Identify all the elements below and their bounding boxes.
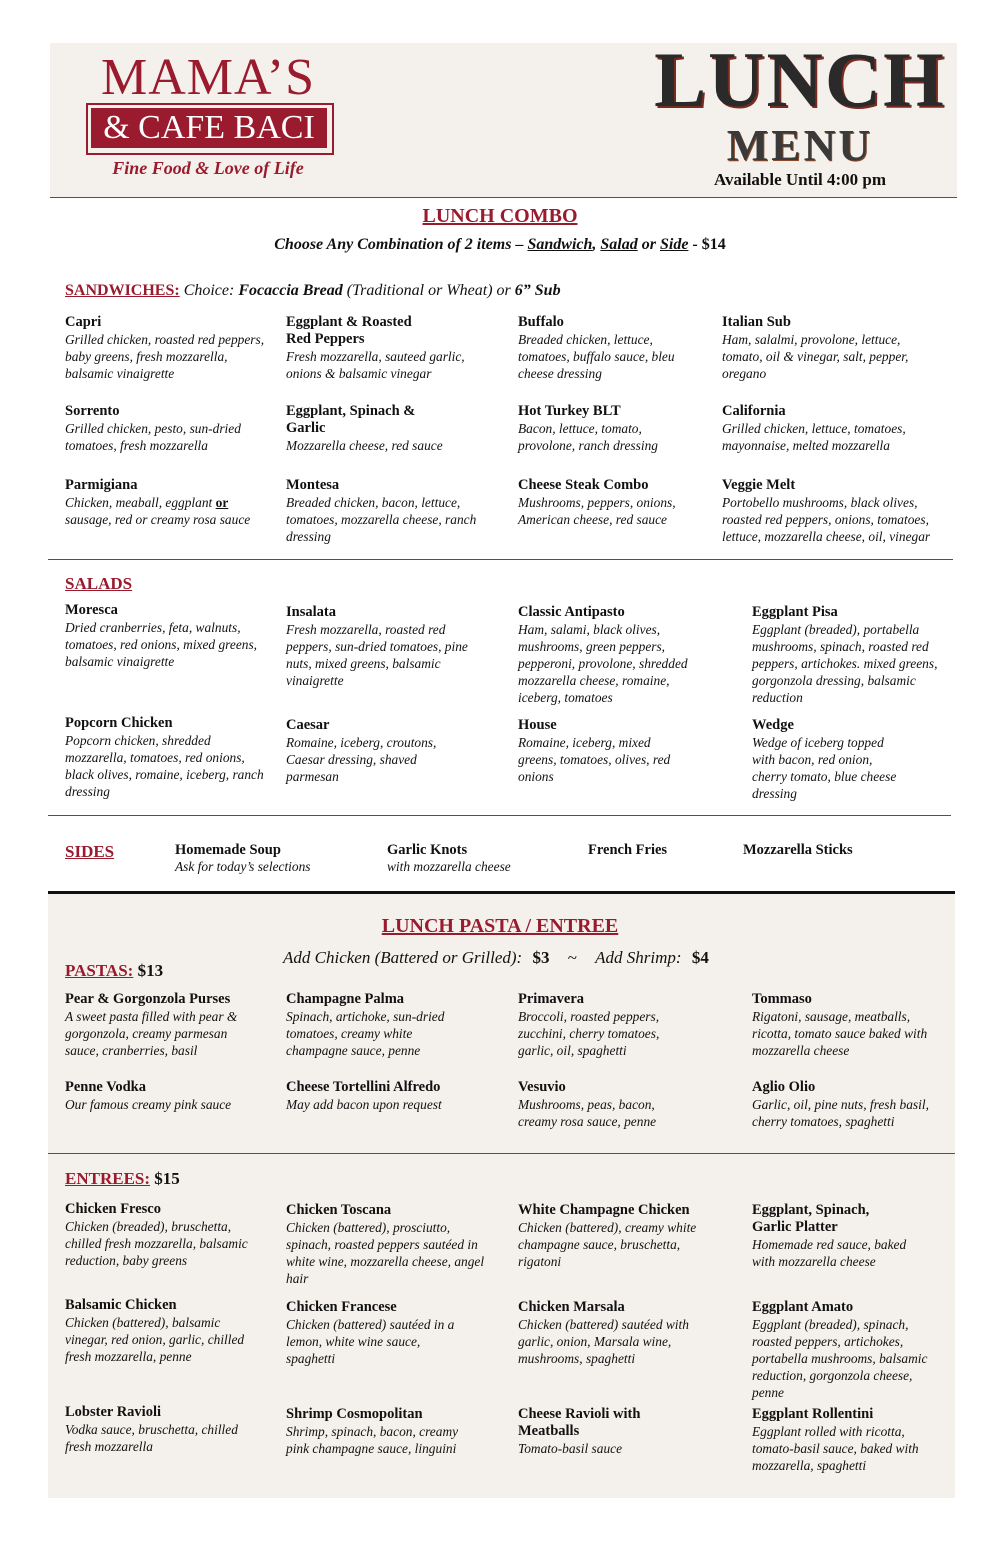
pastas-label: PASTAS: [65, 961, 134, 980]
sandwiches-heading [65, 282, 561, 300]
add-chicken-label: Add Chicken (Battered or Grilled): [283, 948, 523, 967]
sandwiches-bread: Focaccia Bread [238, 282, 343, 299]
item-desc: A sweet pasta filled with pear & gorgonzola, creamy parmesan sauce, cranberries, basil [65, 1009, 238, 1058]
item-desc: Our famous creamy pink sauce [65, 1097, 232, 1112]
combo-comma: , [592, 236, 597, 253]
item-desc: Popcorn chicken, shredded mozzarella, tomatoes, red onions, black olives, romaine, iceberg, ranch dressing [65, 733, 264, 799]
item-desc: Portobello mushrooms, black olives, roasted red peppers, onions, tomatoes, lettuce, mozzarella cheese, oil, vinegar [722, 495, 931, 544]
menu-item [65, 715, 265, 800]
item-name: California [722, 403, 786, 419]
item-name: Chicken Marsala [518, 1299, 625, 1315]
add-ons-line [283, 948, 709, 968]
combo-or: or [641, 236, 656, 253]
item-desc: Grilled chicken, roasted red peppers, baby greens, fresh mozzarella, balsamic vinaigrette [65, 332, 265, 381]
item-desc: Romaine, iceberg, mixed greens, tomatoes, olives, red onions [518, 735, 671, 784]
item-name: Cheese Steak Combo [518, 477, 649, 493]
item-name: Classic Antipasto [518, 604, 625, 620]
item-desc: Rigatoni, sausage, meatballs, ricotta, tomato sauce baked with mozzarella cheese [752, 1009, 928, 1058]
pastas-heading [65, 961, 163, 981]
item-name: Capri [65, 314, 102, 330]
menu-item [722, 477, 950, 545]
logo-title: MAMA’S [100, 49, 316, 106]
item-name: Pear & Gorgonzola Purses [65, 991, 231, 1007]
pasta-entree-title: LUNCH PASTA / ENTREE [381, 915, 619, 937]
menu-item [286, 1079, 486, 1113]
item-name: Veggie Melt [722, 477, 796, 493]
menu-title-menu: MENU [726, 121, 874, 170]
item-desc: Grilled chicken, lettuce, tomatoes, mayonnaise, melted mozzarella [722, 421, 906, 453]
menu-item [752, 1202, 927, 1270]
item-name: Eggplant Pisa [752, 604, 838, 620]
item-desc: Chicken (battered), creamy white champagne sauce, bruschetta, rigatoni [518, 1220, 697, 1269]
item-desc: Romaine, iceberg, croutons, Caesar dressing, shaved parmesan [286, 735, 437, 784]
menu-item [65, 602, 260, 670]
menu-item [286, 477, 481, 545]
combo-line [0, 236, 1000, 254]
item-desc: Grilled chicken, pesto, sun-dried tomatoes, fresh mozzarella [65, 421, 241, 453]
menu-item [286, 604, 486, 689]
menu-item [518, 991, 678, 1059]
menu-item [65, 314, 270, 382]
item-desc: Bacon, lettuce, tomato, provolone, ranch dressing [518, 421, 658, 453]
menu-item [65, 1201, 265, 1269]
menu-item [752, 991, 932, 1059]
item-desc: Chicken (battered) sautéed with garlic, onion, Marsala wine, mushrooms, spaghetti [518, 1317, 689, 1366]
item-desc: May add bacon upon request [286, 1097, 442, 1112]
side-item-desc: Ask for today’s selections [175, 859, 311, 874]
item-desc: Chicken (battered), balsamic vinegar, red onion, garlic, chilled fresh mozzarella, penne [65, 1315, 245, 1364]
logo-subtitle: & CAFE BACI [91, 108, 327, 148]
item-name: Insalata [286, 604, 336, 620]
item-desc: Broccoli, roasted peppers, zucchini, cherry tomatoes, garlic, oil, spaghetti [518, 1009, 660, 1058]
item-name: Moresca [65, 602, 118, 618]
logo-tagline: Fine Food & Love of Life [112, 158, 304, 178]
item-name: Wedge [752, 717, 794, 733]
combo-price: - $14 [692, 236, 726, 253]
item-desc: Dried cranberries, feta, walnuts, tomatoes, red onions, mixed greens, balsamic vinaigrette [65, 620, 258, 669]
menu-item [752, 1079, 947, 1130]
menu-item [518, 1406, 678, 1457]
entrees-label: ENTREES: [65, 1169, 151, 1188]
item-desc: Vodka sauce, bruschetta, chilled fresh mozzarella [65, 1422, 238, 1454]
combo-title: LUNCH COMBO [422, 205, 578, 227]
item-name: Shrimp Cosmopolitan [286, 1406, 423, 1422]
item-name: Popcorn Chicken [65, 715, 173, 731]
menu-item [286, 1202, 486, 1287]
menu-item [752, 604, 942, 706]
menu-item [65, 1079, 265, 1113]
item-desc: Garlic, oil, pine nuts, fresh basil, cherry tomatoes, spaghetti [752, 1097, 929, 1129]
item-name: Chicken Toscana [286, 1202, 392, 1218]
item-desc: Chicken (battered) sautéed in a lemon, white wine sauce, spaghetti [286, 1317, 455, 1366]
menu-item [286, 717, 461, 785]
pastas-price: $13 [137, 961, 164, 980]
item-desc: Fresh mozzarella, roasted red peppers, sun-dried tomatoes, pine nuts, mixed greens, balsamic vinaigrette [286, 622, 468, 688]
menu-item [286, 403, 491, 454]
sandwiches-bread-note: (Traditional or Wheat) or [346, 282, 511, 299]
menu-item [518, 1079, 678, 1130]
item-name: Caesar [286, 717, 330, 733]
menu-item [518, 1202, 708, 1270]
side-item-name: Garlic Knots [387, 842, 468, 858]
item-desc: Tomato-basil sauce [518, 1441, 623, 1456]
item-desc: Spinach, artichoke, sun-dried tomatoes, creamy white champagne sauce, penne [286, 1009, 445, 1058]
item-name: Italian Sub [722, 314, 791, 330]
menu-item [65, 1404, 255, 1455]
item-desc: Mushrooms, peppers, onions, American cheese, red sauce [518, 495, 676, 527]
sides-heading: SIDES [65, 842, 115, 861]
item-desc-part: Chicken, meaball, eggplant [65, 495, 213, 510]
sandwiches-sub: 6” Sub [514, 282, 561, 299]
menu-item [518, 403, 678, 454]
item-name: Chicken Fresco [65, 1201, 161, 1217]
menu-item [752, 1299, 942, 1401]
menu-item [518, 1299, 708, 1367]
item-desc: Breaded chicken, bacon, lettuce, tomatoes, mozzarella cheese, ranch dressing [286, 495, 477, 544]
menu-item [65, 1297, 265, 1365]
item-name: Eggplant Amato [752, 1299, 854, 1315]
menu-item [65, 403, 260, 454]
combo-option-salad: Salad [600, 236, 638, 253]
item-desc: Mushrooms, peas, bacon, creamy rosa sauce, penne [518, 1097, 657, 1129]
item-desc: Eggplant (breaded), spinach, roasted peppers, artichokes, portabella mushrooms, balsamic reduction, gorgonzola cheese, penne [752, 1317, 928, 1400]
item-name: Vesuvio [518, 1079, 566, 1095]
menu-item [518, 477, 698, 528]
add-ons-separator: ~ [567, 948, 577, 967]
sandwiches-label: SANDWICHES: [65, 282, 180, 299]
item-name: Champagne Palma [286, 991, 405, 1007]
item-name: Primavera [518, 991, 585, 1007]
item-desc-or: or [215, 495, 229, 510]
side-item-name: Homemade Soup [175, 842, 281, 858]
side-item-name: French Fries [588, 842, 668, 858]
item-desc-part: sausage, red or creamy rosa sauce [65, 512, 251, 527]
item-desc: Eggplant rolled with ricotta, tomato-basil sauce, baked with mozzarella, spaghetti [752, 1424, 919, 1473]
item-name: White Champagne Chicken [518, 1202, 690, 1218]
item-desc: Eggplant (breaded), portabella mushrooms, spinach, roasted red peppers, artichokes. mixed greens, gorgonzola dressing, balsamic reduction [752, 622, 938, 705]
add-chicken-price: $3 [532, 948, 550, 967]
menu-item [286, 991, 476, 1059]
item-name: Cheese Tortellini Alfredo [286, 1079, 441, 1095]
item-name: Cheese Ravioli with Meatballs [518, 1406, 641, 1439]
menu-item [752, 1406, 937, 1474]
item-name: Eggplant & Roasted Red Peppers [286, 314, 412, 347]
item-name: Balsamic Chicken [65, 1297, 177, 1313]
sandwiches-choice-prefix: Choice: [183, 282, 235, 299]
item-desc: Breaded chicken, lettuce, tomatoes, buffalo sauce, bleu cheese dressing [518, 332, 675, 381]
menu-item [286, 1406, 476, 1457]
availability-note: Available Until 4:00 pm [713, 170, 887, 189]
entrees-price: $15 [154, 1169, 180, 1188]
divider [48, 559, 953, 560]
item-name: Penne Vodka [65, 1079, 146, 1095]
side-item-desc: with mozzarella cheese [387, 859, 511, 874]
add-shrimp-label: Add Shrimp: [595, 948, 682, 967]
item-name: Buffalo [518, 314, 564, 330]
menu-item [518, 314, 688, 382]
item-desc: Chicken (breaded), bruschetta, chilled fresh mozzarella, balsamic reduction, baby greens [65, 1219, 248, 1268]
salads-heading: SALADS [65, 574, 133, 593]
item-name: Sorrento [65, 403, 120, 419]
item-desc: Chicken (battered), prosciutto, spinach, roasted peppers sautéed in white wine, mozzarella cheese, angel hair [286, 1220, 485, 1286]
divider [48, 815, 951, 816]
item-desc: Ham, salami, black olives, mushrooms, green peppers, pepperoni, provolone, shredded mozzarella cheese, romaine, iceberg, tomatoes [518, 622, 688, 705]
item-name: House [518, 717, 557, 733]
combo-option-side: Side [659, 236, 689, 253]
item-name: Montesa [286, 477, 340, 493]
menu-item [752, 717, 907, 802]
item-name: Eggplant, Spinach, Garlic Platter [752, 1202, 870, 1235]
entrees-heading [65, 1169, 180, 1189]
menu-item [518, 604, 708, 706]
item-desc: Fresh mozzarella, sauteed garlic, onions & balsamic vinegar [286, 349, 465, 381]
item-name: Parmigiana [65, 477, 138, 493]
divider [48, 1153, 955, 1154]
item-desc: Mozzarella cheese, red sauce [286, 438, 443, 453]
item-desc [65, 494, 275, 528]
item-desc: Shrimp, spinach, bacon, creamy pink champagne sauce, linguini [286, 1424, 459, 1456]
item-name: Eggplant Rollentini [752, 1406, 874, 1422]
combo-option-sandwich: Sandwich [527, 236, 593, 253]
divider-heavy [48, 891, 955, 894]
menu-item [286, 1299, 471, 1367]
side-item-name: Mozzarella Sticks [743, 842, 853, 858]
add-shrimp-price: $4 [691, 948, 709, 967]
item-name: Lobster Ravioli [65, 1404, 161, 1420]
menu-item [65, 991, 260, 1059]
menu-item [518, 717, 688, 785]
divider [50, 197, 957, 198]
item-desc: Homemade red sauce, baked with mozzarella cheese [752, 1237, 907, 1269]
item-desc: Wedge of iceberg topped with bacon, red onion, cherry tomato, blue cheese dressing [752, 735, 897, 801]
menu-item [65, 477, 275, 528]
combo-prefix: Choose Any Combination of 2 items – [274, 236, 524, 253]
item-desc: Ham, salalmi, provolone, lettuce, tomato, oil & vinegar, salt, pepper, oregano [722, 332, 909, 381]
menu-item [722, 314, 942, 382]
menu-item [722, 403, 942, 454]
menu-item [286, 314, 491, 382]
item-name: Tommaso [752, 991, 812, 1007]
item-name: Aglio Olio [752, 1079, 816, 1095]
item-name: Eggplant, Spinach & Garlic [286, 403, 416, 436]
item-name: Hot Turkey BLT [518, 403, 621, 419]
item-name: Chicken Francese [286, 1299, 397, 1315]
menu-title-lunch: LUNCH [654, 36, 946, 123]
